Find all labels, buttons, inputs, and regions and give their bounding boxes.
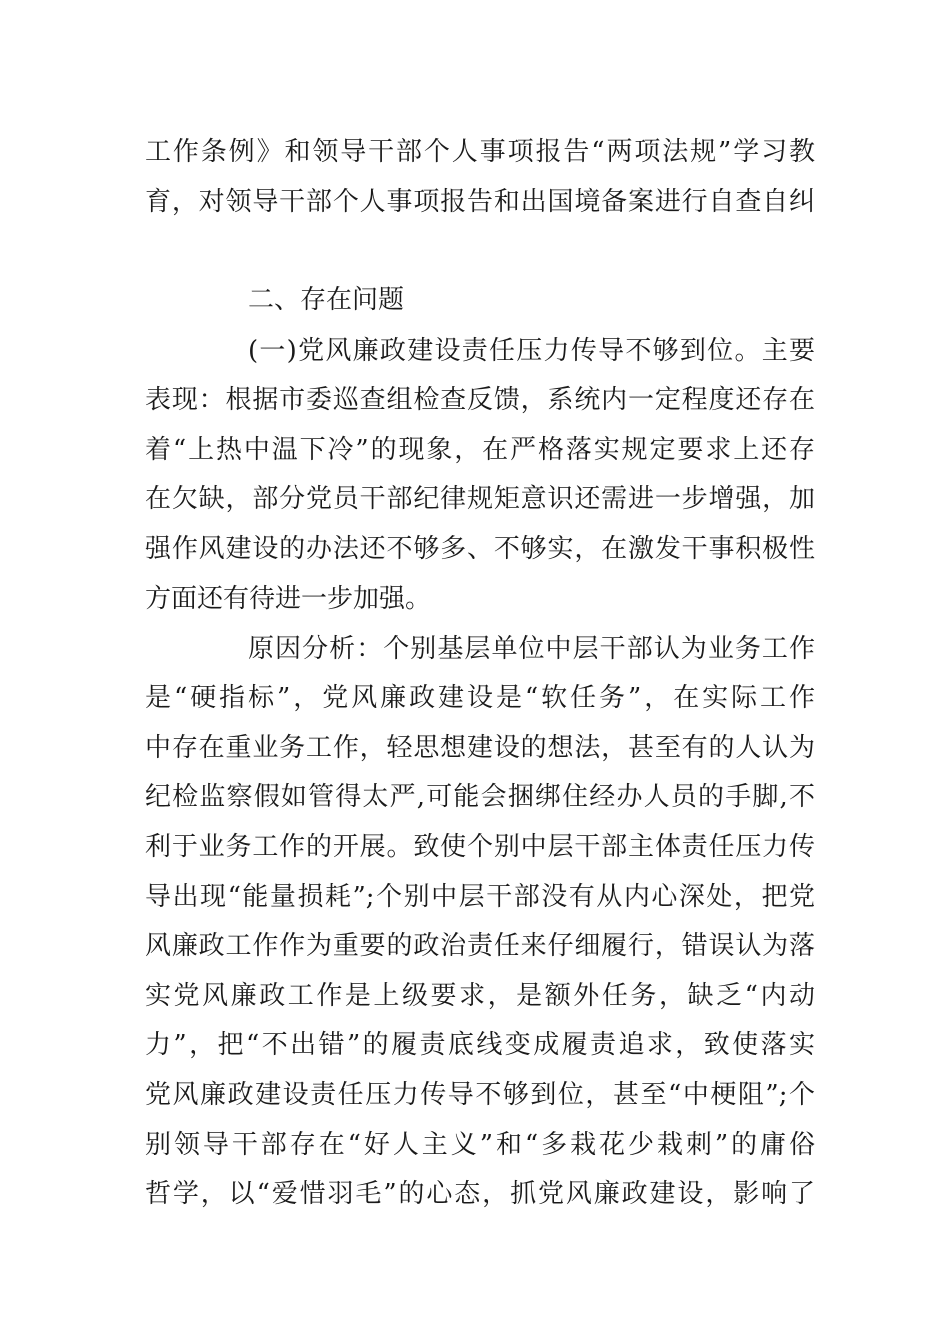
body-text-line: 导出现“能量损耗”;个别中层干部没有从内心深处，把党 [145, 882, 815, 912]
body-text-line: 党风廉政建设责任压力传导不够到位，甚至“中梗阻”;个 [145, 1080, 815, 1110]
body-text-line: 利于业务工作的开展。致使个别中层干部主体责任压力传 [145, 832, 815, 862]
body-text-line: 实党风廉政工作是上级要求，是额外任务，缺乏“内动 [145, 981, 815, 1011]
body-text-line: 是“硬指标”，党风廉政建设是“软任务”，在实际工作 [145, 683, 815, 713]
body-text-line: 纪检监察假如管得太严,可能会捆绑住经办人员的手脚,不 [145, 782, 815, 812]
analysis-heading-line: 原因分析：个别基层单位中层干部认为业务工作 [248, 634, 815, 664]
body-text-line: 工作条例》和领导干部个人事项报告“两项法规”学习教 [145, 137, 815, 167]
body-text-line: 方面还有待进一步加强。 [145, 584, 432, 614]
body-text-line: 别领导干部存在“好人主义”和“多栽花少栽刺”的庸俗 [145, 1130, 815, 1160]
body-text-line: 哲学，以“爱惜羽毛”的心态，抓党风廉政建设，影响了 [145, 1179, 815, 1209]
body-text-line: 表现：根据市委巡查组检查反馈，系统内一定程度还存在 [145, 385, 815, 415]
body-text-line: 育，对领导干部个人事项报告和出国境备案进行自查自纠 [145, 187, 815, 217]
body-text-line: 强作风建设的办法还不够多、不够实，在激发干事积极性 [145, 534, 815, 564]
body-text-line: 风廉政工作作为重要的政治责任来仔细履行，错误认为落 [145, 931, 815, 961]
body-text-line: 力”，把“不出错”的履责底线变成履责追求，致使落实 [145, 1030, 815, 1060]
body-text-line: 着“上热中温下冷”的现象，在严格落实规定要求上还存 [145, 435, 815, 465]
body-text-line: 在欠缺，部分党员干部纪律规矩意识还需进一步增强，加 [145, 484, 815, 514]
subsection-heading: (一)党风廉政建设责任压力传导不够到位。主要 [248, 336, 815, 366]
body-text-line: 中存在重业务工作，轻思想建设的想法，甚至有的人认为 [145, 733, 815, 763]
section-heading: 二、存在问题 [248, 285, 405, 315]
